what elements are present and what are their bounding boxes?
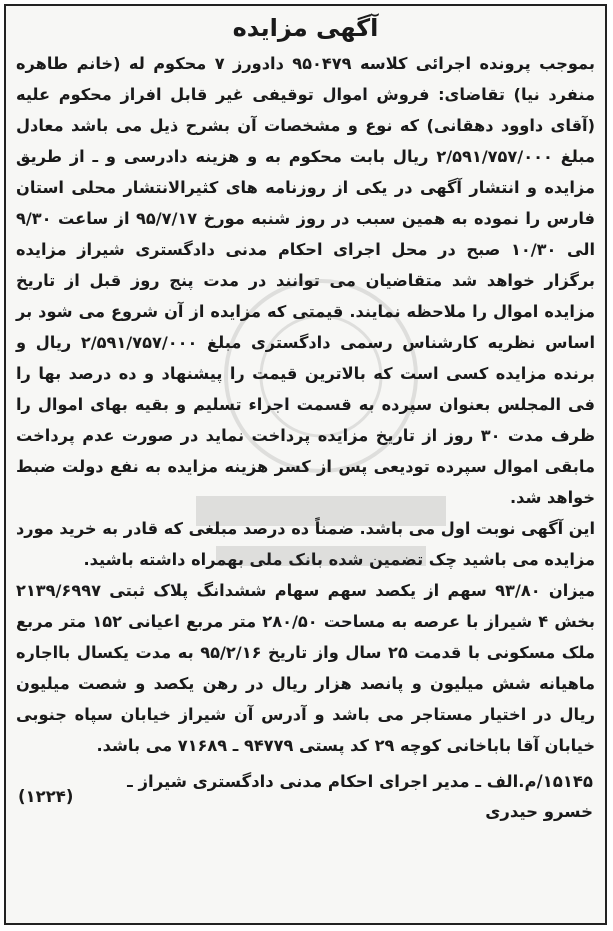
notice-body-paragraph-1: بموجب پرونده اجرائی کلاسه ۹۵۰۴۷۹ دادورز ۷ محکوم له (خانم طاهره منفرد نیا) تقاضای: فروش اموال توقیفی غیر قابل افراز محکوم علیه (آقای داوود دهقانی) که نوع و مشخصات آن بشرح ذیل می باشد معادل مبلغ ۲/۵۹۱/۷۵۷/۰۰۰ ریال بابت محکوم به و هزینه دادرسی و ـ از طریق مزایده و انتشار آگهی در یکی از روزنامه های کثیرالانتشار محلی استان فارس را نموده به همین سبب در روز شنبه مورخ ۹۵/۷/۱۷ از ساعت ۹/۳۰ الی ۱۰/۳۰ صبح در محل اجرای احکام مدنی دادگستری شیراز مزایده برگزار خواهد شد متقاضیان می توانند در مدت پنج روز قبل از تاریخ مزایده اموال را ملاحظه نمایند. قیمتی که مزایده از آن شروع می شود بر اساس نظریه کارشناس رسمی دادگستری مبلغ ۲/۵۹۱/۷۵۷/۰۰۰ ریال و برنده مزایده کسی است که بالاترین قیمت را پیشنهاد و ده درصد بها را فی المجلس بعنوان سپرده به قسمت اجراء تسلیم و بقیه بهای اموال را ظرف مدت ۳۰ روز از تاریخ مزایده پرداخت نماید در صورت عدم پرداخت مابقی اموال سپرده تودیعی پس از کسر هزینه مزایده به نفع دولت ضبط خواهد شد. <box>16 54 596 507</box>
notice-body-paragraph-2: این آگهی نوبت اول می باشد. ضمناً ده درصد مبلغی که قادر به خرید مورد مزایده می باشید چک تضمین شده بانک ملی بهمراه داشته باشید. <box>16 519 595 569</box>
footer-code: (۱۲۲۴) <box>18 787 74 806</box>
auction-notice <box>4 4 607 925</box>
property-description: میزان ۹۳/۸۰ سهم از یکصد سهم سهام ششدانگ پلاک ثبتی ۲۱۳۹/۶۹۹۷ بخش ۴ شیراز با عرصه به مساحت ۲۸۰/۵۰ متر مربع اعیانی ۱۵۲ متر مربع ملک مسکونی با قدمت ۲۵ سال واز تاریخ ۹۵/۲/۱۶ به مدت یکسال بااجاره ماهیانه شش میلیون و پانصد هزار ریال در رهن یکصد و شصت میلیون ریال در اختیار مستاجر می باشد و آدرس آن شیراز خیابان سپاه جنوبی خیابان آقا باباخانی کوچه ۲۹ کد پستی ۹۴۷۷۹ ـ ۷۱۶۸۹ می باشد. <box>16 581 596 755</box>
footer-signature: ۱۵۱۴۵/م.الف ـ مدیر اجرای احکام مدنی دادگستری شیراز ـ خسرو حیدری <box>127 772 593 821</box>
notice-footer <box>6 761 605 827</box>
notice-title: آگهی مزایده <box>232 14 379 42</box>
